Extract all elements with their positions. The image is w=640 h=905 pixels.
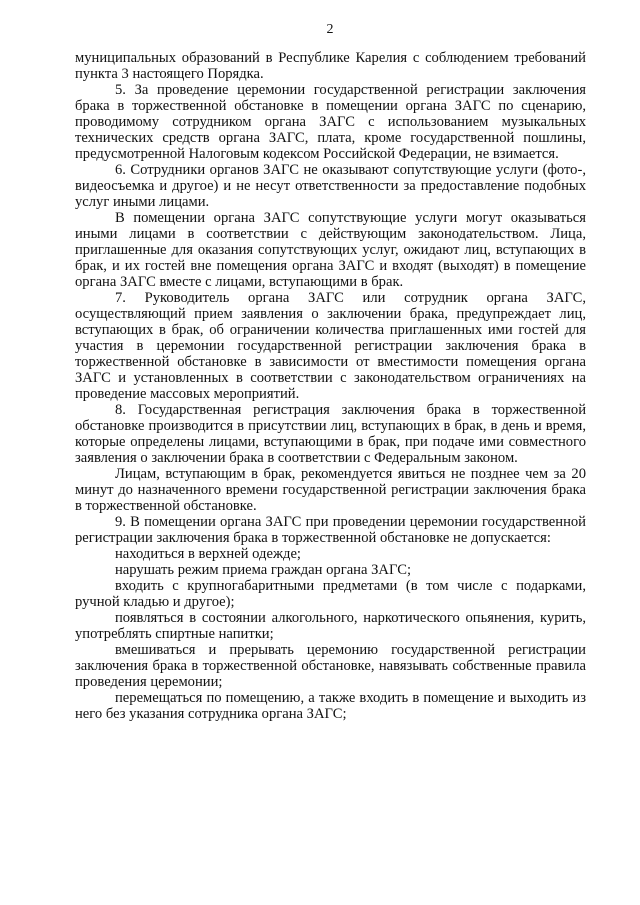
list-item-outerwear: находиться в верхней одежде;	[115, 546, 301, 562]
list-item-interference: вмешиваться и прерывать церемонию государственной регистрации заключения брака в торжественной обстановке, навязывать собственные правила проведения церемонии;	[75, 642, 586, 690]
page-number: 2	[326, 22, 334, 37]
list-item-movement: перемещаться по помещению, а также входить в помещение и выходить из него без указания сотрудника органа ЗАГС;	[75, 690, 586, 722]
list-item-intoxication: появляться в состоянии алкогольного, наркотического опьянения, курить, употреблять спиртные напитки;	[75, 610, 586, 642]
paragraph-continuation: муниципальных образований в Республике Карелия с соблюдением требований пункта 3 настоящего Порядка.	[75, 50, 586, 82]
paragraph-item-6: 6. Сотрудники органов ЗАГС не оказывают сопутствующие услуги (фото-, видеосъемка и другое) и не несут ответственности за предоставление подобных услуг иными лицами.	[75, 162, 586, 210]
paragraph-item-8: 8. Государственная регистрация заключения брака в торжественной обстановке производится в присутствии лиц, вступающих в брак, в день и время, которые определены лицами, вступающими в брак, при подаче ими совместного заявления о заключении брака в соответствии с Федеральным законом.	[75, 402, 586, 466]
document-body	[75, 50, 586, 722]
paragraph-item-6-services: В помещении органа ЗАГС сопутствующие услуги могут оказываться иными лицами в соответствии с действующим законодательством. Лица, приглашенные для оказания сопутствующих услуг, ожидают лиц, вступающих в брак, и их гостей вне помещения органа ЗАГС и входят (выходят) в помещение органа ЗАГС вместе с лицами, вступающими в брак.	[75, 210, 586, 290]
paragraph-item-5: 5. За проведение церемонии государственной регистрации заключения брака в торжественной обстановке в помещении органа ЗАГС по сценарию, проводимому сотрудником органа ЗАГС с использованием музыкальных технических средств органа ЗАГС, плата, кроме государственной пошлины, предусмотренной Налоговым кодексом Российской Федерации, не взимается.	[75, 82, 586, 162]
list-item-reception-mode: нарушать режим приема граждан органа ЗАГС;	[115, 562, 411, 578]
list-item-large-objects: входить с крупногабаритными предметами (в том числе с подарками, ручной кладью и другое);	[75, 578, 586, 610]
paragraph-item-8-arrival: Лицам, вступающим в брак, рекомендуется явиться не позднее чем за 20 минут до назначенного времени государственной регистрации заключения брака в торжественной обстановке.	[75, 466, 586, 514]
paragraph-item-9: 9. В помещении органа ЗАГС при проведении церемонии государственной регистрации заключения брака в торжественной обстановке не допускается:	[75, 514, 586, 546]
paragraph-item-7: 7. Руководитель органа ЗАГС или сотрудник органа ЗАГС, осуществляющий прием заявления о заключении брака, предупреждает лиц, вступающих в брак, об ограничении количества приглашенных ими гостей для участия в церемонии государственной регистрации заключения брака в торжественной обстановке в зависимости от вместимости помещения органа ЗАГС и установленных в соответствии с законодательством ограничениях на проведение массовых мероприятий.	[75, 290, 586, 402]
